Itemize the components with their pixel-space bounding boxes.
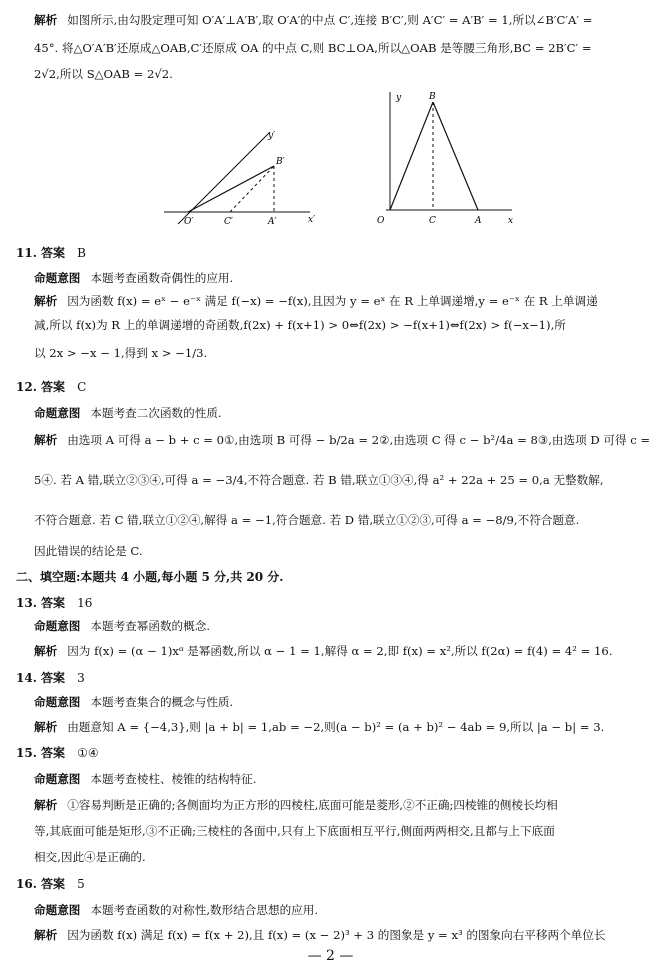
q16-intent: 命题意图 本题考查函数的对称性,数形结合思想的应用. — [34, 903, 319, 917]
q12-intent: 命题意图 本题考查二次函数的性质. — [34, 406, 222, 420]
q15-analysis-line-1: 解析 ①容易判断是正确的;各侧面均为正方形的四棱柱,底面可能是菱形,②不正确;四棱锥的侧棱长均相 — [34, 798, 558, 812]
q14-analysis-line-1: 解析 由题意知 A = {−4,3},则 |a + b| = 1,ab = −2,则(a − b)² = (a + b)² − 4ab = 9,所以 |a − b| = 3. — [34, 720, 605, 734]
q13-intent: 命题意图 本题考查幂函数的概念. — [34, 619, 211, 633]
q15-intent: 命题意图 本题考查棱柱、棱锥的结构特征. — [34, 772, 257, 786]
label-o: O — [377, 216, 385, 226]
q11-analysis-line-1: 解析 因为函数 f(x) = eˣ − e⁻ˣ 满足 f(−x) = −f(x),且因为 y = eˣ 在 R 上单调递增,y = e⁻ˣ 在 R 上单调递 — [34, 294, 598, 308]
oblique-figure — [160, 120, 320, 230]
q15-analysis-line-2: 等,其底面可能是矩形,③不正确;三棱柱的各面中,只有上下底面相互平行,侧面两两相交,且都与上下底面 — [34, 824, 555, 838]
q10-analysis-line-1: 解析 如图所示,由勾股定理可知 O′A′⊥A′B′,取 O′A′的中点 C′,连接 B′C′,则 A′C′ = A′B′ = 1,所以∠B′C′A′ = — [34, 13, 593, 27]
label-x-prime: x′ — [308, 215, 316, 225]
q12-analysis-line-2: 5④. 若 A 错,联立②③④,可得 a = −3/4,不符合题意. 若 B 错,联立①③④,得 a² + 22a + 25 = 0,a 无整数解, — [34, 473, 604, 487]
q14-answer: 14. 答案 3 — [16, 671, 85, 685]
q16-answer: 16. 答案 5 — [16, 877, 85, 891]
q12-analysis-line-4: 因此错误的结论是 C. — [34, 544, 143, 558]
section-fill-in-header: 二、填空题:本题共 4 小题,每小题 5 分,共 20 分. — [16, 570, 284, 584]
q10-analysis-line-2: 45°. 将△O′A′B′还原成△OAB,C′还原成 OA 的中点 C,则 BC⊥OA,所以△OAB 是等腰三角形,BC = 2B′C′ = — [34, 41, 592, 55]
label-c: C — [429, 216, 436, 226]
q12-analysis-line-3: 不符合题意. 若 C 错,联立①②④,解得 a = −1,符合题意. 若 D 错,联立①②③,可得 a = −8/9,不符合题意. — [34, 513, 580, 527]
label-c-prime: C′ — [224, 217, 233, 227]
q11-answer: 11. 答案 B — [16, 246, 86, 260]
q11-intent: 命题意图 本题考查函数奇偶性的应用. — [34, 271, 234, 285]
q12-analysis-line-1: 解析 由选项 A 可得 a − b + c = 0①,由选项 B 可得 − b/2a = 2②,由选项 C 得 c − b²/4a = 8③,由选项 D 可得 c = — [34, 433, 651, 447]
q11-analysis-line-3: 以 2x > −x − 1,得到 x > −1/3. — [34, 346, 208, 360]
q10-analysis-line-3: 2√2,所以 S△OAB = 2√2. — [34, 67, 173, 81]
label-a-prime: A′ — [268, 217, 277, 227]
q15-analysis-line-3: 相交,因此④是正确的. — [34, 850, 146, 864]
q15-answer: 15. 答案 ①④ — [16, 746, 99, 760]
label-x: x — [508, 216, 514, 226]
label-o-prime: O′ — [184, 217, 194, 227]
q13-answer: 13. 答案 16 — [16, 596, 93, 610]
q11-analysis-line-2: 减,所以 f(x)为 R 上的单调递增的奇函数,f(2x) + f(x+1) > 0⇔f(2x) > −f(x+1)⇔f(2x) > f(−x−1),所 — [34, 318, 566, 332]
label-a: A — [475, 216, 482, 226]
q12-answer: 12. 答案 C — [16, 380, 87, 394]
q10-analysis-label: 解析 — [34, 13, 58, 27]
label-y: y — [396, 93, 402, 103]
q13-analysis-line-1: 解析 因为 f(x) = (α − 1)xᵅ 是幂函数,所以 α − 1 = 1,解得 α = 2,即 f(x) = x²,所以 f(2α) = f(4) = 4² = 16. — [34, 644, 613, 658]
q14-intent: 命题意图 本题考查集合的概念与性质. — [34, 695, 234, 709]
page-number: — 2 — — [307, 948, 354, 964]
label-b-prime: B′ — [276, 157, 285, 167]
q16-analysis-line-1: 解析 因为函数 f(x) 满足 f(x) = f(x + 2),且 f(x) = (x − 2)³ + 3 的图象是 y = x³ 的图象向右平移两个单位长 — [34, 928, 606, 942]
triangle-figure — [372, 86, 522, 231]
label-y-prime: y′ — [268, 131, 276, 141]
label-b: B — [429, 92, 436, 102]
